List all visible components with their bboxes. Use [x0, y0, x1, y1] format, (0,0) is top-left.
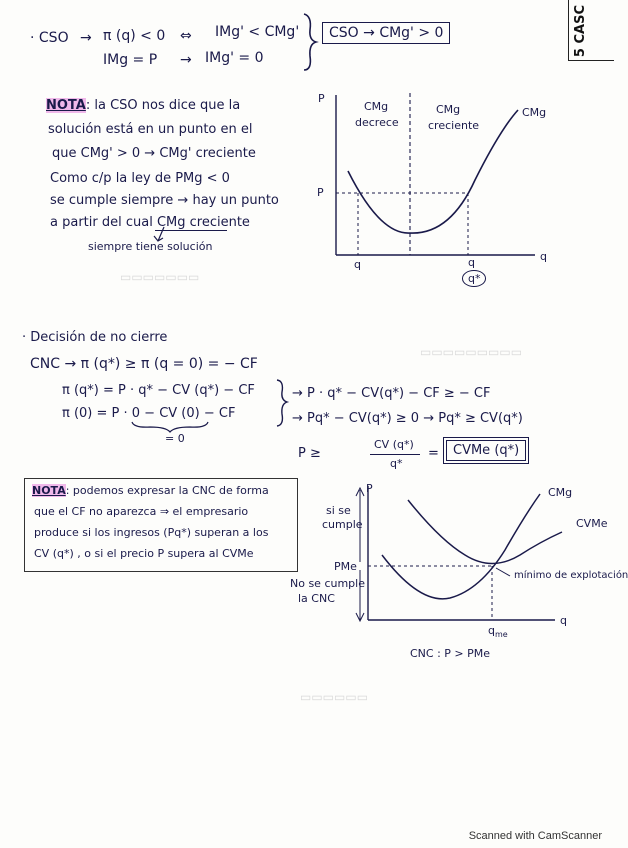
region-label: cumple: [322, 518, 363, 531]
y-axis-label: P: [366, 482, 373, 495]
arrow: →: [80, 30, 92, 46]
scanner-watermark: Scanned with CamScanner: [468, 830, 602, 842]
margin-divider: [568, 0, 569, 60]
frac-denominator: q*: [390, 457, 403, 470]
cvme-boxed: CVMe (q*): [446, 440, 526, 461]
margin-divider: [568, 60, 614, 61]
region-label: No se cumple: [290, 577, 365, 590]
note-text: : podemos expresar la CNC de forma: [65, 484, 269, 497]
q-star-circled: q*: [462, 270, 486, 287]
cnc-definition: CNC → π (q*) ≥ π (q = 0) = − CF: [30, 356, 258, 372]
region-label: CMg: [364, 100, 389, 113]
arrow: →: [180, 52, 192, 68]
note-text: solución está en un punto en el: [48, 122, 253, 137]
note-text: a partir del cual CMg creciente: [50, 215, 250, 230]
profit-q-star: π (q*) = P · q* − CV (q*) − CF: [62, 383, 255, 398]
note-text: que el CF no aparezca ⇒ el empresario: [34, 505, 249, 518]
p-label: P: [317, 186, 324, 199]
margin-tab: 5 CASC: [573, 5, 588, 58]
region-label: CMg: [436, 103, 461, 116]
region-label: si se: [326, 504, 351, 517]
brace-value: = 0: [165, 432, 185, 445]
note-text: CV (q*) , o si el precio P supera al CVMe: [34, 547, 254, 560]
fraction-bar: [370, 454, 420, 455]
section-title: · Decisión de no cierre: [22, 330, 168, 345]
cmg-curve: [382, 494, 540, 599]
curly-brace: [300, 12, 320, 72]
note-text: siempre tiene solución: [88, 240, 213, 253]
note-text: se cumple siempre → hay un punto: [50, 193, 279, 208]
region-label: decrece: [355, 116, 399, 129]
frac-numerator: CV (q*): [374, 438, 414, 451]
region-label: la CNC: [298, 592, 335, 605]
img-derivative-zero: IMg' = 0: [205, 50, 264, 66]
cso-condition-1: π (q) < 0: [103, 28, 166, 44]
q-subscript: me: [494, 630, 508, 640]
note-text: que CMg' > 0 → CMg' creciente: [52, 146, 256, 161]
note-text: Como c/p la ley de PMg < 0: [50, 171, 230, 186]
region-label: creciente: [428, 119, 480, 132]
cso-boxed-result: CSO → CMg' > 0: [322, 22, 450, 44]
note-text: produce si los ingresos (Pq*) superan a los: [34, 526, 269, 539]
q-label: q: [488, 624, 495, 637]
cvme-curve: [408, 500, 562, 564]
bleed-through: ▭▭▭▭▭▭▭▭▭: [420, 345, 523, 359]
q-tick-label: q: [468, 256, 475, 269]
minimum-label: mínimo de explotación: [514, 570, 628, 581]
q-tick-label: q: [354, 258, 361, 271]
cso-label: · CSO: [30, 30, 69, 46]
derivation-1: → P · q* − CV(q*) − CF ≥ − CF: [292, 386, 491, 401]
img-equals-p: IMg = P: [103, 52, 158, 68]
cso-condition-2: IMg' < CMg': [215, 24, 300, 40]
curve-label-cvme: CVMe: [576, 517, 608, 530]
nota-label: NOTA: [46, 98, 86, 113]
price-inequality: P ≥: [298, 446, 321, 461]
pme-label: PMe: [334, 560, 357, 573]
note-text: : la CSO nos dice que la: [85, 98, 241, 113]
x-axis-label: q: [540, 250, 547, 263]
curve-label: CMg: [522, 106, 547, 119]
graph-footer: CNC : P > PMe: [410, 647, 491, 660]
bleed-through: ▭▭▭▭▭▭: [300, 690, 369, 704]
equivalence: ⇔: [180, 28, 192, 44]
nota-label: NOTA: [32, 484, 66, 497]
bleed-through: ▭▭▭▭▭▭▭: [120, 270, 200, 284]
profit-zero: π (0) = P · 0 − CV (0) − CF: [62, 406, 236, 421]
curve-label-cmg: CMg: [548, 486, 573, 499]
x-axis-label: q: [560, 614, 567, 627]
derivation-2: → Pq* − CV(q*) ≥ 0 → Pq* ≥ CV(q*): [292, 411, 523, 426]
curly-brace: [274, 378, 290, 428]
equals: =: [428, 446, 439, 461]
y-axis-label: P: [318, 92, 325, 105]
